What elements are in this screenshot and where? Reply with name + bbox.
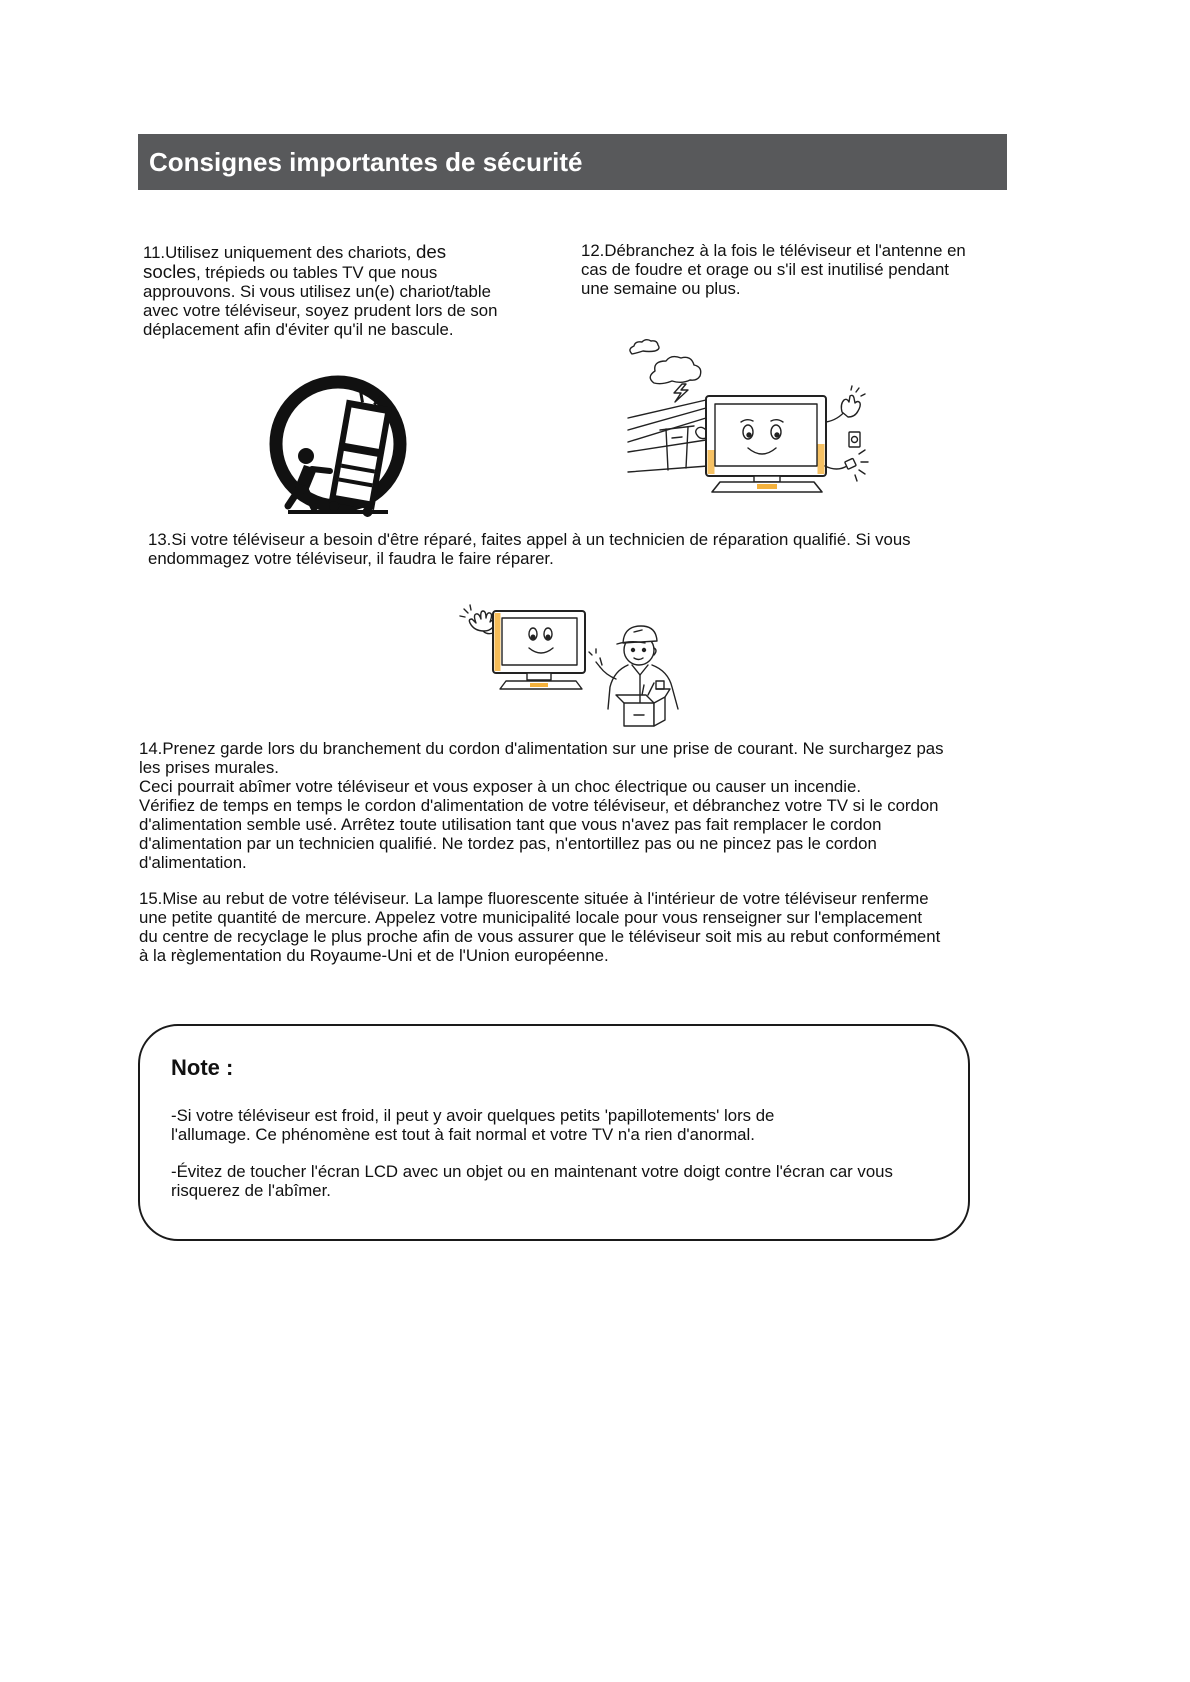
note-paragraph	[171, 1162, 893, 1200]
item-15-line: une petite quantité de mercure. Appelez votre municipalité locale pour vous renseigner sur l'emplacement	[139, 908, 923, 927]
note-line: -Évitez de toucher l'écran LCD avec un objet ou en maintenant votre doigt contre l'écran car vous	[171, 1162, 893, 1181]
safety-item-13	[148, 530, 911, 568]
tv-screen-shape	[345, 408, 385, 449]
item-11-line: approuvons. Si vous utilisez un(e) chariot/table	[143, 282, 491, 301]
toolbox-side	[654, 697, 665, 726]
pointing-fingers	[596, 658, 602, 667]
item-11-line: déplacement afin d'éviter qu'il ne bascule.	[143, 320, 454, 339]
cap-icon	[623, 626, 657, 643]
tv-neck	[754, 476, 780, 482]
item-12-line: 12.Débranchez à la fois le téléviseur et l'antenne en	[581, 241, 966, 260]
item-11-line: avec votre téléviseur, soyez prudent lors de son	[143, 301, 498, 320]
spark-marks	[855, 450, 868, 481]
note-paragraph	[171, 1106, 774, 1144]
item-14-line: d'alimentation.	[139, 853, 247, 872]
wall-socket-icon	[849, 432, 860, 447]
item-11-line-text: , trépieds ou tables TV que nous	[195, 263, 438, 282]
tv-repair-technician-icon	[456, 603, 694, 731]
wire-line	[628, 400, 706, 418]
note-line: l'allumage. Ce phénomène est tout à fait normal et votre TV n'a rien d'anormal.	[171, 1125, 755, 1144]
item-13-line: 13.Si votre téléviseur a besoin d'être réparé, faites appel à un technicien de réparation qualifié. Si vous	[148, 530, 911, 549]
bezel-highlight	[495, 613, 501, 671]
item-12-line: une semaine ou plus.	[581, 279, 741, 298]
power-cord	[825, 466, 847, 469]
waving-hand-icon	[460, 605, 495, 634]
item-14-line: les prises murales.	[139, 758, 279, 777]
tv-icon	[706, 396, 826, 492]
technician-eye	[632, 649, 635, 652]
socket-plate	[849, 432, 860, 447]
plug-head	[845, 458, 857, 469]
item-14-line: Ceci pourrait abîmer votre téléviseur et vous exposer à un choc électrique ou causer un incendie.	[139, 777, 861, 796]
tv-screen	[502, 618, 577, 665]
note-line: risquerez de l'abîmer.	[171, 1181, 331, 1200]
item-14-line: 14.Prenez garde lors du branchement du cordon d'alimentation sur une prise de courant. Ne surchargez pas	[139, 739, 944, 758]
safety-item-14	[139, 739, 944, 872]
toolbox-icon	[616, 683, 670, 726]
tv-left-hand-icon	[696, 427, 706, 438]
motion-marks	[460, 605, 471, 617]
tv-screen	[715, 404, 817, 466]
tool-handles	[642, 683, 654, 695]
tv-storm-unplug-icon	[620, 338, 875, 498]
note-line: -Si votre téléviseur est froid, il peut y avoir quelques petits 'papillotements' lors de	[171, 1106, 775, 1125]
note-title: Note :	[171, 1055, 234, 1080]
safety-item-12	[581, 241, 966, 298]
toolbox-lid	[656, 689, 670, 697]
item-11-line	[143, 241, 497, 262]
note-box	[138, 1024, 970, 1241]
tv-pupil	[747, 433, 751, 437]
waving-hand-icon	[826, 386, 865, 422]
tv-pupil	[546, 635, 550, 639]
small-cloud-icon	[630, 340, 659, 354]
item-15-line: à la règlementation du Royaume-Uni et de l'Union européenne.	[139, 946, 609, 965]
storm-cloud-icon	[650, 357, 701, 384]
technician-collar	[632, 665, 648, 675]
item-15-line: 15.Mise au rebut de votre téléviseur. La lampe fluorescente située à l'intérieur de votre téléviseur renferme	[139, 889, 929, 908]
page-title: Consignes importantes de sécurité	[149, 147, 583, 177]
wire-line	[628, 408, 706, 430]
lightning-icon	[674, 384, 688, 402]
tv-cart-icon	[327, 389, 394, 518]
technician-pocket	[656, 681, 664, 689]
person-head	[298, 448, 314, 464]
pole-post	[666, 429, 668, 470]
tv-neck	[527, 673, 551, 680]
item-14-line: d'alimentation par un technicien qualifié. Ne tordez pas, n'entortillez pas ou ne pincez pas le cordon	[139, 834, 877, 853]
bezel-highlight	[708, 450, 715, 474]
pole-crossbar	[672, 437, 682, 438]
item-12-line: cas de foudre et orage ou s'il est inutilisé pendant	[581, 260, 949, 279]
header-bar	[138, 134, 1007, 190]
toolbox-lid	[616, 695, 654, 703]
item-14-line: Vérifiez de temps en temps le cordon d'alimentation de votre téléviseur, et débranchez votre TV si le cordon	[139, 796, 939, 815]
safety-item-11	[143, 241, 497, 339]
technician-eye	[643, 649, 646, 652]
safety-item-15	[139, 889, 940, 965]
stand-badge	[530, 683, 548, 687]
item-11-emphasis-word: des	[416, 241, 447, 262]
item-15-line: du centre de recyclage le plus proche afin de vous assurer que le téléviseur soit mis au rebut conformément	[139, 927, 941, 946]
power-plug-icon	[825, 450, 868, 481]
utility-pole-icon	[660, 426, 694, 470]
item-14-line: d'alimentation semble usé. Arrêtez toute utilisation tant que vous n'avez pas fait remplacer le cordon	[139, 815, 882, 834]
tv-icon	[493, 611, 585, 689]
person-arm	[312, 469, 330, 471]
item-11-line	[143, 262, 497, 282]
item-11-line-text: 11.Utilisez uniquement des chariots,	[143, 243, 416, 262]
motion-marks	[589, 649, 596, 655]
item-11-emphasis-word: socles	[143, 261, 196, 282]
bezel-highlight	[818, 444, 825, 474]
person-leg	[305, 489, 314, 508]
hand-shape	[469, 611, 495, 631]
item-13-line: endommagez votre téléviseur, il faudra le faire réparer.	[148, 549, 554, 568]
tv-pupil	[775, 433, 779, 437]
tv-pupil	[531, 635, 535, 639]
cart-tip-over-warning-icon	[266, 372, 412, 516]
pointing-arm	[600, 667, 616, 679]
hand-shape	[841, 395, 860, 417]
stand-badge	[757, 484, 777, 489]
pole-post	[686, 427, 688, 468]
motion-marks	[851, 386, 865, 396]
